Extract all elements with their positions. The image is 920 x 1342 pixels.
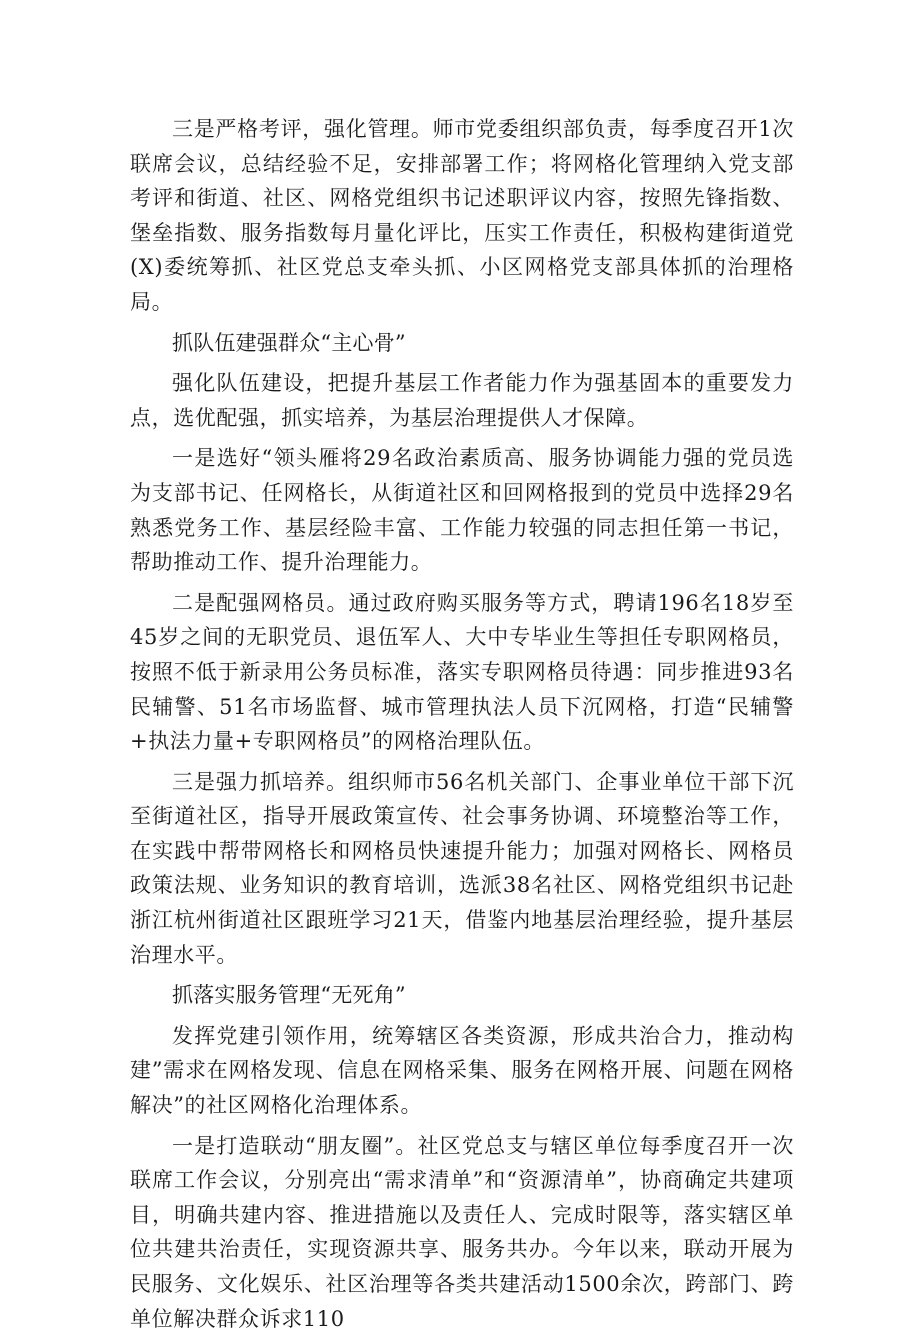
paragraph-service-intro: 发挥党建引领作用，统筹辖区各类资源，形成共治合力，推动构建”需求在网格发现、信息在网格采集、服务在网格开展、问题在网格解决”的社区网格化治理体系。 <box>130 1023 794 1118</box>
paragraph-training: 三是强力抓培养。组织师市56名机关部门、企事业单位干部下沉至街道社区，指导开展政策宣传、社会事务协调、环境整治等工作，在实践中帮带网格长和网格员快速提升能力；加强对网格长、网格员政策法规、业务知识的教育培训，选派38名社区、网格党组织书记赴浙江杭州街道社区跟班学习21天，借鉴内地基层治理经验，提升基层治理水平。 <box>130 769 794 967</box>
paragraph-friend-circle: 一是打造联动“朋友圈”。社区党总支与辖区单位每季度召开一次联席工作会议，分别亮出“需求清单”和“资源清单”，协商确定共建项目，明确共建内容、推进措施以及责任人、完成时限等，落实辖区单位共建共治责任，实现资源共享、服务共办。今年以来，联动开展为民服务、文化娱乐、社区治理等各类共建活动1500余次，跨部门、跨单位解决群众诉求110 <box>130 1133 794 1331</box>
document-body <box>130 112 794 1342</box>
section-heading-team-building: 抓队伍建强群众“主心骨” <box>172 330 406 355</box>
paragraph-strict-evaluation: 三是严格考评，强化管理。师市党委组织部负责，每季度召开1次联席会议，总结经验不足，安排部署工作；将网格化管理纳入党支部考评和街道、社区、网格党组织书记述职评议内容，按照先锋指数、堡垒指数、服务指数每月量化评比，压实工作责任，积极构建街道党(X)委统筹抓、社区党总支牵头抓、小区网格党支部具体抓的治理格局。 <box>130 117 794 314</box>
section-heading-service-management: 抓落实服务管理“无死角” <box>172 983 406 1008</box>
paragraph-team-intro: 强化队伍建设，把提升基层工作者能力作为强基固本的重要发力点，选优配强，抓实培养，为基层治理提供人才保障。 <box>130 371 794 430</box>
paragraph-grid-staff: 二是配强网格员。通过政府购买服务等方式，聘请196名18岁至45岁之间的无职党员、退伍军人、大中专毕业生等担任专职网格员，按照不低于新录用公务员标准，落实专职网格员待遇：同步推进93名民辅警、51名市场监督、城市管理执法人员下沉网格，打造“民辅警+执法力量+专职网格员”的网格治理队伍。 <box>130 590 794 754</box>
paragraph-select-leaders: 一是选好“领头雁将29名政治素质高、服务协调能力强的党员选为支部书记、任网格长，从街道社区和回网格报到的党员中选择29名熟悉党务工作、基层经险丰富、工作能力较强的同志担任第一书记，帮助推动工作、提升治理能力。 <box>130 446 794 575</box>
